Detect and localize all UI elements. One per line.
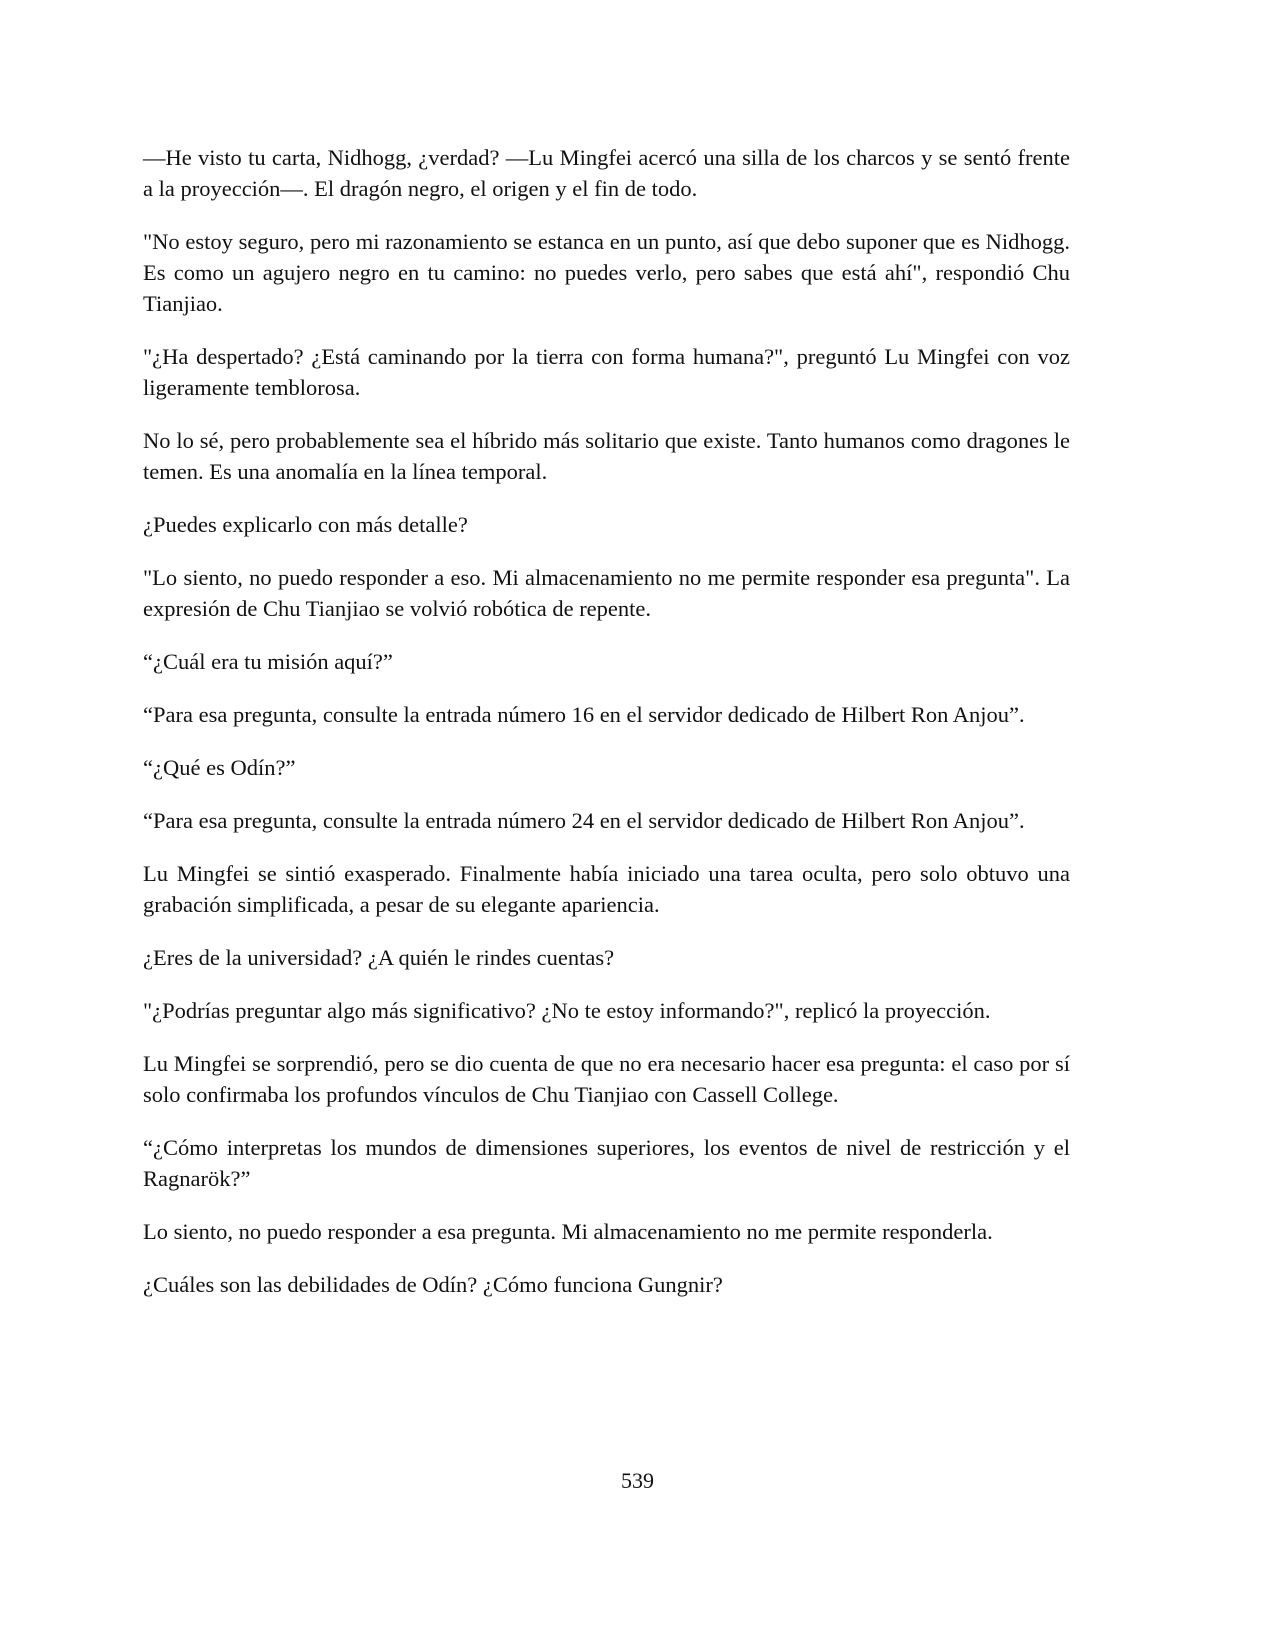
paragraph: Lu Mingfei se sorprendió, pero se dio cuenta de que no era necesario hacer esa pregunta: el caso por sí solo confirmaba los profundos vínculos de Chu Tianjiao con Cassell College.: [143, 1051, 1070, 1107]
paragraph: “¿Cómo interpretas los mundos de dimensiones superiores, los eventos de nivel de restricción y el Ragnarök?”: [143, 1135, 1070, 1191]
paragraph: "¿Podrías preguntar algo más significativo? ¿No te estoy informando?", replicó la proyección.: [143, 998, 991, 1023]
paragraph: “Para esa pregunta, consulte la entrada número 16 en el servidor dedicado de Hilbert Ron Anjou”.: [143, 702, 1025, 727]
page-body: [143, 142, 1070, 1322]
page-number: 539: [621, 1468, 654, 1493]
paragraph: "¿Ha despertado? ¿Está caminando por la tierra con forma humana?", preguntó Lu Mingfei con voz ligeramente temblorosa.: [143, 344, 1070, 400]
paragraph: “Para esa pregunta, consulte la entrada número 24 en el servidor dedicado de Hilbert Ron Anjou”.: [143, 808, 1025, 833]
paragraph: ¿Puedes explicarlo con más detalle?: [143, 512, 468, 537]
paragraph: ¿Eres de la universidad? ¿A quién le rindes cuentas?: [143, 945, 615, 970]
paragraph: "No estoy seguro, pero mi razonamiento se estanca en un punto, así que debo suponer que es Nidhogg. Es como un agujero negro en tu camino: no puedes verlo, pero sabes que está ahí", respondió Chu Tianjiao.: [143, 229, 1070, 316]
paragraph: No lo sé, pero probablemente sea el híbrido más solitario que existe. Tanto humanos como dragones le temen. Es una anomalía en la línea temporal.: [143, 428, 1070, 484]
paragraph: ¿Cuáles son las debilidades de Odín? ¿Cómo funciona Gungnir?: [143, 1272, 723, 1297]
paragraph: Lo siento, no puedo responder a esa pregunta. Mi almacenamiento no me permite responderla.: [143, 1219, 993, 1244]
paragraph: Lu Mingfei se sintió exasperado. Finalmente había iniciado una tarea oculta, pero solo obtuvo una grabación simplificada, a pesar de su elegante apariencia.: [143, 861, 1070, 917]
paragraph: “¿Qué es Odín?”: [143, 755, 296, 780]
paragraph: "Lo siento, no puedo responder a eso. Mi almacenamiento no me permite responder esa pregunta". La expresión de Chu Tianjiao se volvió robótica de repente.: [143, 565, 1070, 621]
paragraph: —He visto tu carta, Nidhogg, ¿verdad? —Lu Mingfei acercó una silla de los charcos y se sentó frente a la proyección—. El dragón negro, el origen y el fin de todo.: [143, 145, 1070, 201]
paragraph: “¿Cuál era tu misión aquí?”: [143, 649, 393, 674]
